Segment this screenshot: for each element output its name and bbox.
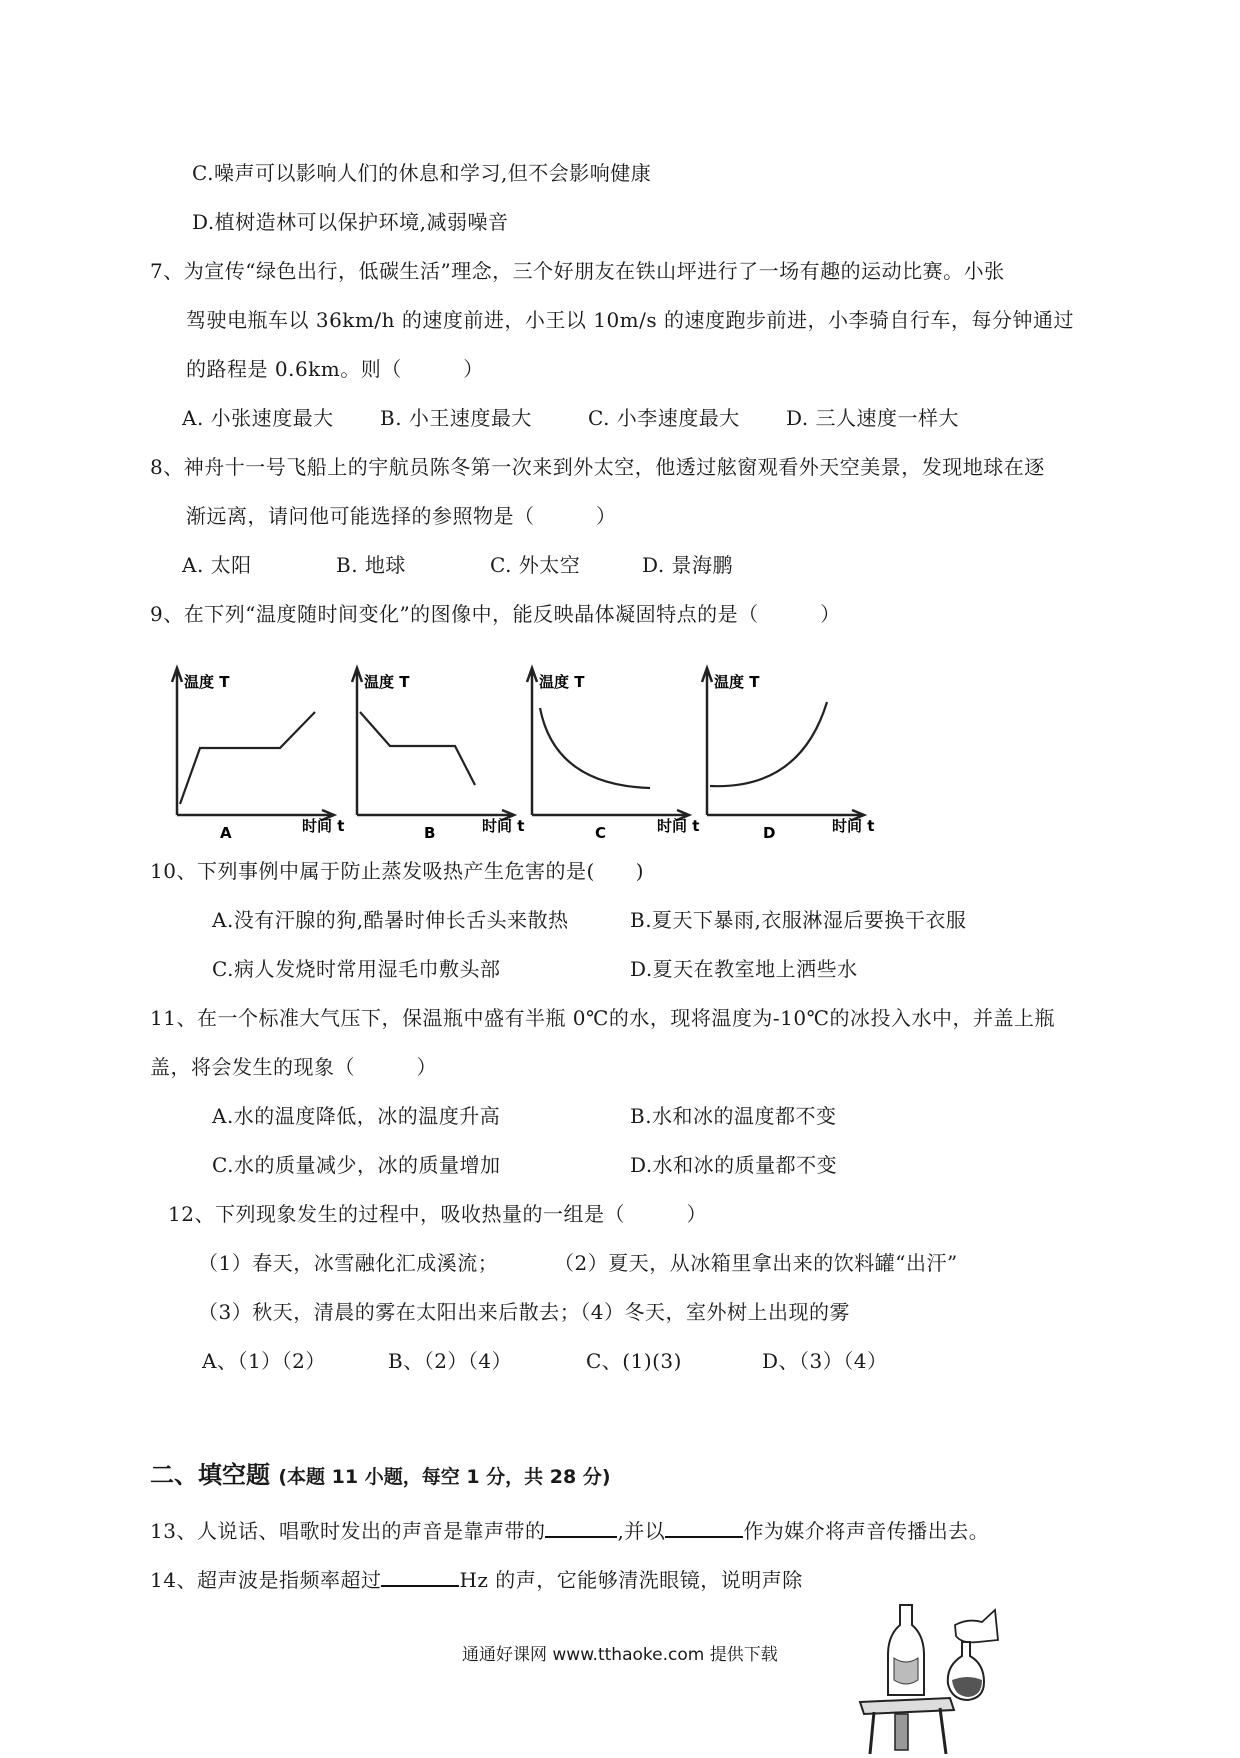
q7-line-2: 驾驶电瓶车以 36km/h 的速度前进，小王以 10m/s 的速度跑步前进，小李骑自行车，每分钟通过 [186, 308, 1074, 332]
q14-line [150, 1565, 803, 1593]
q12-item-1: （1）春天，冰雪融化汇成溪流； [198, 1251, 499, 1275]
q13-blank-1[interactable] [545, 1516, 617, 1538]
q12-options [202, 1348, 887, 1374]
q11-options-row-1 [212, 1103, 837, 1129]
q14-text-1: 14、超声波是指频率超过 [150, 1568, 382, 1592]
q8-option-d: D. 景海鹏 [642, 553, 734, 577]
q12-option-c: C、(1)(3) [586, 1349, 682, 1373]
q11-line-1: 11、在一个标准大气压下，保温瓶中盛有半瓶 0℃的水，现将温度为-10℃的冰投入水中，并盖上瓶 [150, 1006, 1055, 1030]
q7-option-d: D. 三人速度一样大 [786, 406, 960, 430]
q12-option-b: B、（2）（4） [388, 1349, 513, 1373]
q13-text-1: 13、人说话、唱歌时发出的声音是靠声带的 [150, 1519, 546, 1543]
q8-options [182, 552, 733, 578]
q10-option-d: D.夏天在教室地上洒些水 [630, 957, 858, 981]
q8-option-b: B. 地球 [336, 553, 406, 577]
graph-d [690, 660, 875, 845]
q13-line [150, 1516, 989, 1544]
experiment-illustration [850, 1600, 1000, 1758]
graph-d-xlabel: 时间 t [832, 817, 875, 835]
q8-option-c: C. 外太空 [490, 553, 581, 577]
graph-a-xlabel: 时间 t [302, 817, 345, 835]
graph-d-label: D [763, 824, 776, 842]
q7-option-b: B. 小王速度最大 [380, 406, 532, 430]
q8-line-2: 渐远离，请问他可能选择的参照物是（ ） [186, 504, 617, 528]
q10-option-b: B.夏天下暴雨,衣服淋湿后要换干衣服 [630, 908, 967, 932]
q9-line-1: 9、在下列“温度随时间变化”的图像中，能反映晶体凝固特点的是（ ） [150, 602, 841, 626]
q7-options [182, 405, 959, 431]
graph-c-xlabel: 时间 t [657, 817, 700, 835]
q11-option-c: C.水的质量减少，冰的质量增加 [212, 1153, 501, 1177]
graph-d-ylabel: 温度 T [714, 673, 760, 691]
graph-b-xlabel: 时间 t [482, 817, 525, 835]
graph-b-label: B [424, 824, 436, 842]
q14-blank-1[interactable] [381, 1565, 459, 1587]
q11-option-a: A.水的温度降低，冰的温度升高 [212, 1104, 501, 1128]
q13-text-3: 作为媒介将声音传播出去。 [743, 1519, 990, 1543]
q10-option-c: C.病人发烧时常用湿毛巾敷头部 [212, 957, 501, 981]
section-2-note: (本题 11 小题，每空 1 分，共 28 分) [278, 1466, 611, 1488]
q10-option-a: A.没有汗腺的狗,酷暑时伸长舌头来散热 [212, 908, 569, 932]
q10-options-row-1 [212, 907, 966, 933]
graph-c-ylabel: 温度 T [539, 673, 585, 691]
q11-line-2: 盖，将会发生的现象（ ） [150, 1055, 437, 1079]
graph-a-ylabel: 温度 T [184, 673, 230, 691]
q12-items-row-1 [198, 1250, 958, 1276]
q8-option-a: A. 太阳 [182, 553, 252, 577]
q13-blank-2[interactable] [665, 1516, 743, 1538]
q6-option-c: C.噪声可以影响人们的休息和学习,但不会影响健康 [192, 161, 652, 185]
graph-c-label: C [595, 824, 607, 842]
q11-option-d: D.水和冰的质量都不变 [630, 1153, 838, 1177]
q11-options-row-2 [212, 1152, 837, 1178]
q14-text-2: Hz 的声，它能够清洗眼镜，说明声除 [459, 1568, 803, 1592]
graph-c [515, 660, 700, 845]
q12-items-row-2: （3）秋天，清晨的雾在太阳出来后散去；（4）冬天，室外树上出现的雾 [198, 1300, 850, 1324]
graph-a [160, 660, 345, 845]
q10-options-row-2 [212, 956, 858, 982]
q7-option-c: C. 小李速度最大 [588, 406, 740, 430]
section-2-title: 二、填空题 [150, 1461, 270, 1489]
q12-option-d: D、（3）（4） [762, 1349, 888, 1373]
graph-a-label: A [220, 824, 232, 842]
q10-line-1: 10、下列事例中属于防止蒸发吸热产生危害的是( ) [150, 859, 645, 883]
q7-option-a: A. 小张速度最大 [182, 406, 334, 430]
q13-text-2: ,并以 [617, 1519, 666, 1543]
q12-option-a: A、（1）（2） [202, 1349, 326, 1373]
q7-line-3: 的路程是 0.6km。则（ ） [186, 357, 484, 381]
q12-line-1: 12、下列现象发生的过程中，吸收热量的一组是（ ） [168, 1202, 707, 1226]
q6-option-d: D.植树造林可以保护环境,减弱噪音 [192, 210, 509, 234]
q8-line-1: 8、神舟十一号飞船上的宇航员陈冬第一次来到外太空，他透过舷窗观看外天空美景，发现地球在逐 [150, 455, 1045, 479]
graph-b-ylabel: 温度 T [364, 673, 410, 691]
q11-option-b: B.水和冰的温度都不变 [630, 1104, 837, 1128]
q12-item-2: （2）夏天，从冰箱里拿出来的饮料罐“出汗” [554, 1251, 958, 1275]
section-2-heading [150, 1455, 611, 1490]
graph-b [340, 660, 525, 845]
q7-line-1: 7、为宣传“绿色出行，低碳生活”理念，三个好朋友在铁山坪进行了一场有趣的运动比赛。小张 [150, 259, 1005, 283]
page-footer: 通通好课网 www.tthaoke.com 提供下载 [462, 1645, 778, 1665]
